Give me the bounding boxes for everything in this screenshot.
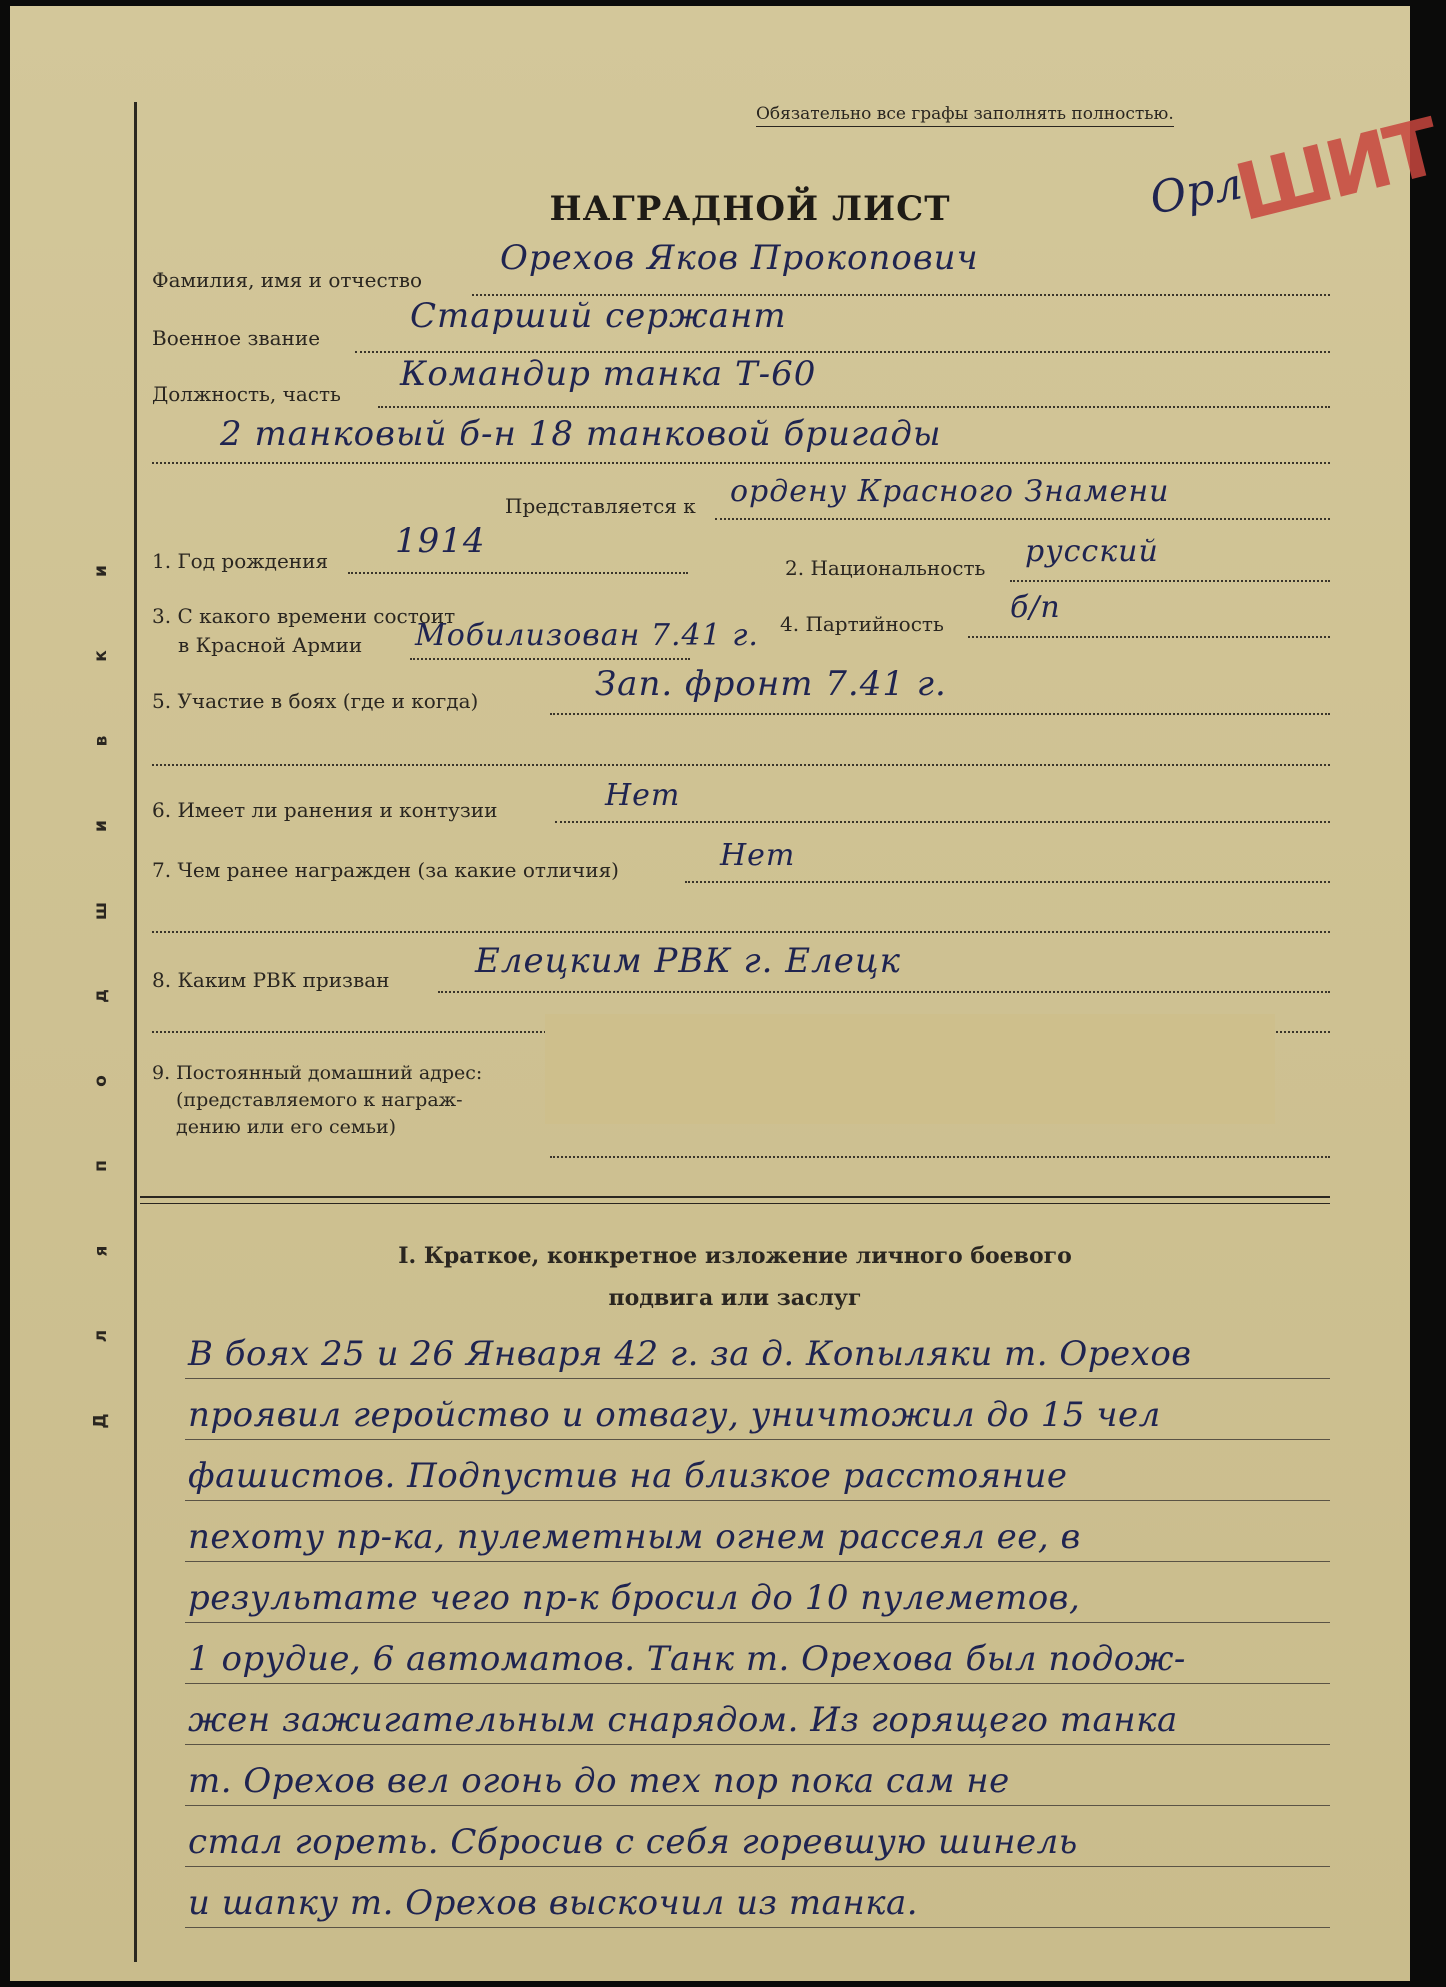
narrative-line: проявил геройство и отвагу, уничтожил до 15 чел [188, 1395, 1161, 1435]
birth-year-label: 1. Год рождения [152, 549, 329, 573]
narrative-line: стал гореть. Сбросив с себя горевшую шинель [188, 1822, 1078, 1862]
nationality-label: 2. Национальность [785, 556, 986, 580]
ruled-line [185, 1805, 1330, 1806]
rank-label: Военное звание [152, 326, 321, 350]
side-letter: в [90, 735, 111, 747]
ruled-line [185, 1500, 1330, 1501]
service-label-1: 3. С какого времени состоит [152, 604, 456, 628]
side-letter: п [91, 1160, 111, 1172]
narrative-line: т. Орехов вел огонь до тех пор пока сам не [188, 1761, 1010, 1801]
ruled-line [185, 1744, 1330, 1745]
signature-mark: Орл [1146, 158, 1246, 225]
service-label-2: в Красной Армии [178, 633, 363, 657]
section-divider [140, 1196, 1330, 1198]
page-title: НАГРАДНОЙ ЛИСТ [549, 189, 951, 229]
ruled-line [185, 1683, 1330, 1684]
awards-label: 7. Чем ранее награжден (за какие отличия) [152, 858, 619, 882]
wounds-value: Нет [605, 778, 681, 813]
fio-value: Орехов Яков Прокопович [500, 238, 979, 278]
award-sheet [10, 6, 1446, 1981]
nominated-line [715, 518, 1330, 520]
redacted-address [545, 1014, 1275, 1124]
narrative-line: и шапку т. Орехов выскочил из танка. [188, 1883, 919, 1923]
address-label-2: (представляемого к награж- [176, 1089, 463, 1111]
narrative-line: жен зажигательным снарядом. Из горящего танка [188, 1700, 1178, 1740]
rvk-value: Елецким РВК г. Елецк [475, 941, 901, 981]
side-letter: к [90, 650, 111, 662]
awards-line-2 [152, 931, 1330, 933]
service-line [410, 658, 690, 660]
birth-year-line [348, 572, 688, 574]
side-letter: ш [91, 901, 111, 921]
side-letter: о [91, 1075, 111, 1087]
section-title-1: I. Краткое, конкретное изложение личного боевого [398, 1243, 1072, 1269]
ruled-line [185, 1561, 1330, 1562]
ruled-line [185, 1866, 1330, 1867]
side-letter: л [90, 1329, 111, 1343]
address-line [550, 1156, 1330, 1158]
address-label-1: 9. Постоянный домашний адрес: [152, 1062, 483, 1084]
nominated-label: Представляется к [505, 494, 696, 518]
battles-value: Зап. фронт 7.41 г. [595, 664, 947, 704]
party-label: 4. Партийность [780, 612, 944, 636]
ruled-line [185, 1439, 1330, 1440]
service-value: Мобилизован 7.41 г. [415, 618, 759, 653]
party-line [968, 636, 1330, 638]
nationality-line [1010, 580, 1330, 582]
position-line [378, 406, 1330, 408]
narrative-line: пехоту пр-ка, пулеметным огнем рассеял ее, в [188, 1517, 1081, 1557]
ruled-line [185, 1927, 1330, 1928]
awards-line [685, 881, 1330, 883]
fio-label: Фамилия, имя и отчество [152, 268, 423, 292]
birth-year-value: 1914 [395, 521, 486, 561]
narrative-line: фашистов. Подпустив на близкое расстояние [188, 1456, 1068, 1496]
fold-line [134, 102, 137, 1962]
fill-notice: Обязательно все графы заполнять полностью. [756, 104, 1174, 127]
wounds-label: 6. Имеет ли ранения и контузии [152, 798, 498, 822]
side-letter: и [90, 565, 111, 577]
section-divider-thin [140, 1203, 1330, 1204]
rvk-line [438, 991, 1330, 993]
battles-line-2 [152, 764, 1330, 766]
awards-value: Нет [720, 838, 796, 873]
position-line-2 [152, 462, 1330, 464]
position-value: Командир танка Т-60 [400, 354, 817, 394]
ruled-line [185, 1622, 1330, 1623]
side-letter: и [90, 820, 111, 832]
rvk-label: 8. Каким РВК призван [152, 968, 390, 992]
position-label: Должность, часть [152, 382, 341, 406]
narrative-line: результате чего пр-к бросил до 10 пулеметов, [188, 1578, 1081, 1618]
narrative-line: 1 орудие, 6 автоматов. Танк т. Орехова был подож- [188, 1639, 1186, 1679]
battles-label: 5. Участие в боях (где и когда) [152, 689, 479, 713]
red-pencil-mark: ШИТ [1227, 102, 1446, 240]
party-value: б/п [1010, 590, 1061, 625]
side-letter: д [90, 989, 111, 1003]
battles-line [550, 713, 1330, 715]
ruled-line [185, 1378, 1330, 1379]
address-label-3: дению или его семьи) [176, 1116, 397, 1138]
narrative-line: В боях 25 и 26 Января 42 г. за д. Копыляки т. Орехов [188, 1334, 1192, 1374]
rank-value: Старший сержант [410, 296, 787, 336]
nationality-value: русский [1025, 534, 1159, 569]
position-value-2: 2 танковый б-н 18 танковой бригады [220, 414, 942, 454]
wounds-line [555, 821, 1330, 823]
section-title-2: подвига или заслуг [608, 1285, 862, 1311]
address-label [152, 1060, 552, 1141]
side-letter: я [90, 1245, 111, 1257]
side-vertical-text [88, 561, 114, 1431]
side-letter: Д [90, 1413, 111, 1429]
nominated-value: ордену Красного Знамени [730, 474, 1170, 509]
rank-line [355, 351, 1330, 353]
